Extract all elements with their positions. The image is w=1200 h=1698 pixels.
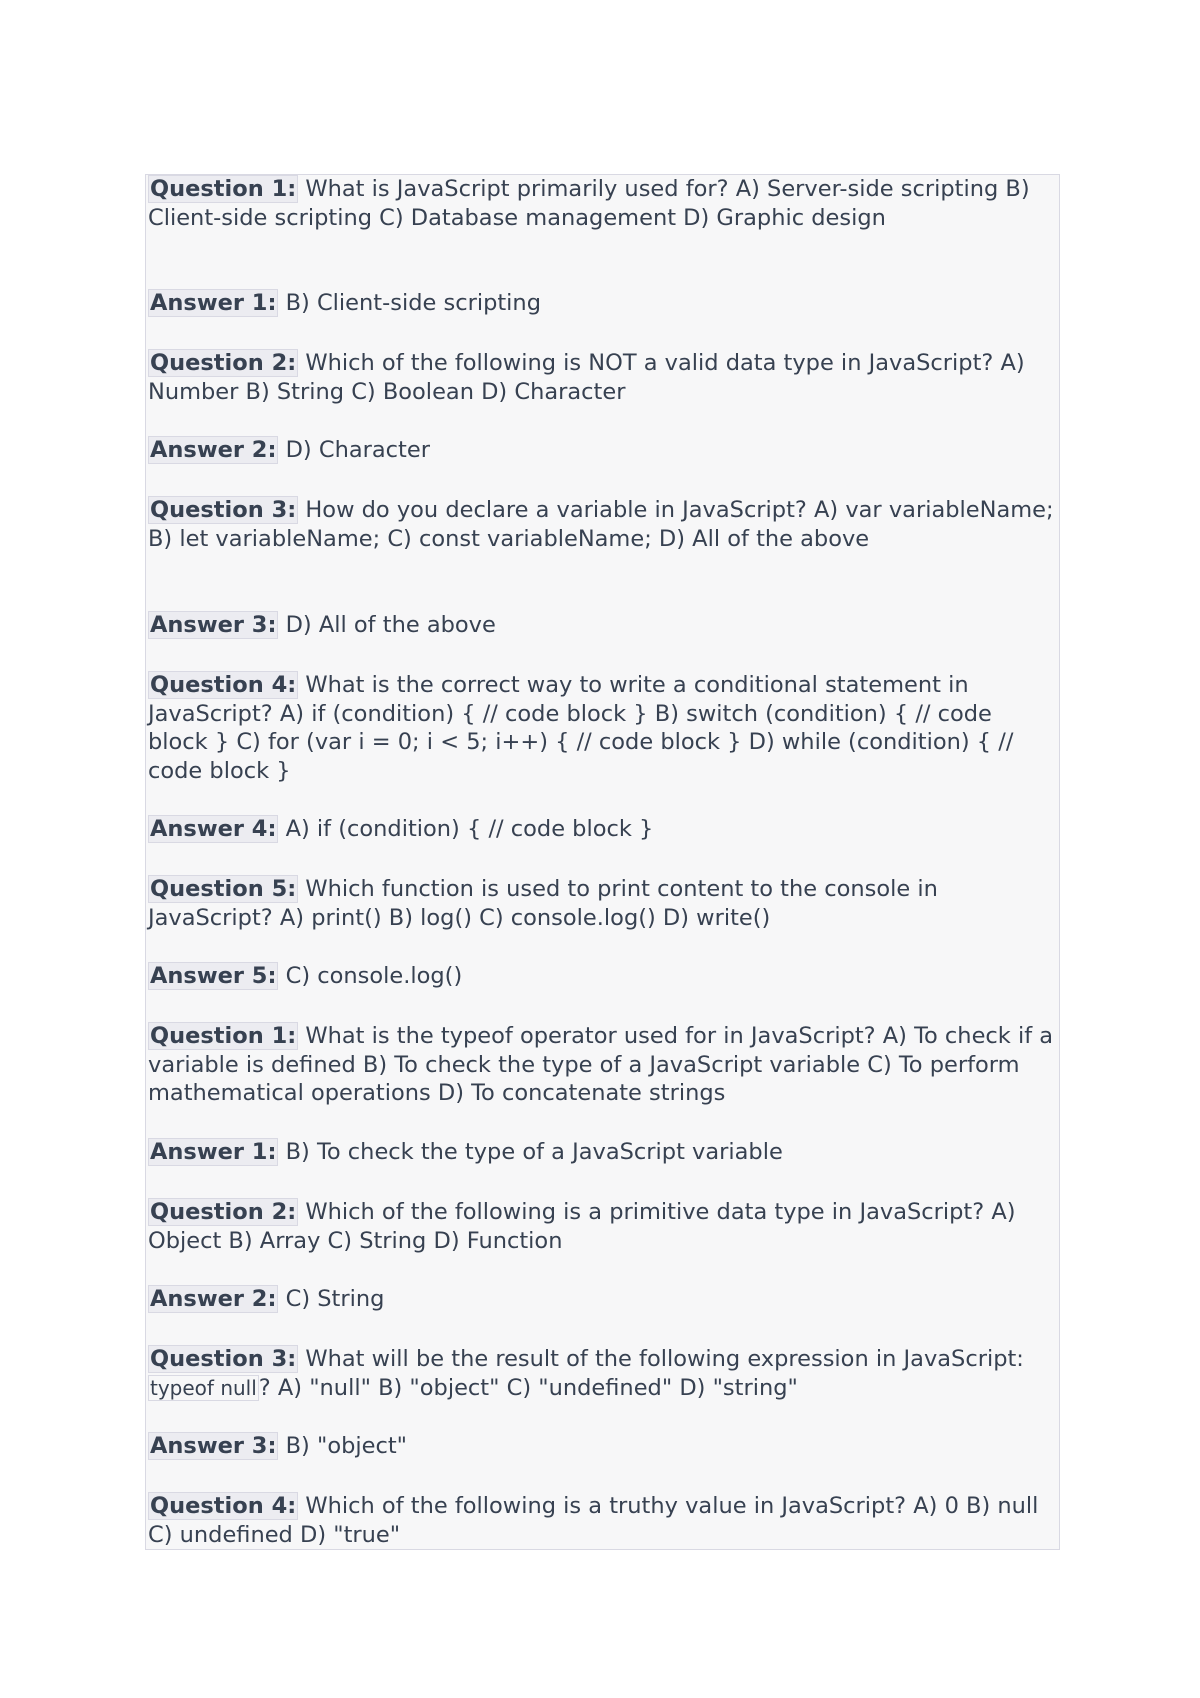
answer-text: C) String (278, 1286, 385, 1312)
question-label: Question 1: (150, 1023, 297, 1049)
question-block (148, 1492, 1058, 1549)
question-text: What is the correct way to write a conditional statement in JavaScript? A) if (condition) { // code block } B) switch (condition) { // code block } C) for (var i = 0; i < 5; i++) { // code block } D) while (condition) { // code block } (148, 672, 1014, 784)
question-label: Question 4: (150, 1493, 297, 1519)
answer-block (148, 962, 1058, 991)
answer-label: Answer 2: (150, 437, 277, 463)
answer-block (148, 1432, 1058, 1461)
question-text: Which of the following is a primitive data type in JavaScript? A) Object B) Array C) String D) Function (148, 1199, 1016, 1254)
question-text: Which of the following is a truthy value in JavaScript? A) 0 B) null C) undefined D) "true" (148, 1493, 1039, 1548)
answer-block (148, 611, 1058, 640)
answer-label: Answer 1: (150, 290, 277, 316)
qa-document-box (145, 174, 1060, 1550)
question-block (148, 349, 1058, 406)
answer-block (148, 1285, 1058, 1314)
question-block (148, 175, 1058, 232)
question-label: Question 2: (150, 1199, 297, 1225)
answer-text: B) Client-side scripting (278, 290, 541, 316)
question-text: What will be the result of the following expression in JavaScript: (298, 1346, 1024, 1372)
question-block (148, 1198, 1058, 1255)
answer-text: D) All of the above (278, 612, 496, 638)
answer-label: Answer 1: (150, 1139, 277, 1165)
inline-code: typeof null (150, 1375, 257, 1400)
question-text: Which function is used to print content to the console in JavaScript? A) print() B) log() C) console.log() D) write() (148, 876, 938, 931)
answer-text: A) if (condition) { // code block } (278, 816, 654, 842)
answer-text: D) Character (278, 437, 430, 463)
question-block (148, 1345, 1058, 1402)
answer-label: Answer 3: (150, 612, 277, 638)
question-text-continued: ? A) "null" B) "object" C) "undefined" D) "string" (258, 1374, 798, 1401)
question-block (148, 671, 1058, 785)
answer-label: Answer 5: (150, 963, 277, 989)
answer-block (148, 436, 1058, 465)
answer-block (148, 815, 1058, 844)
question-block (148, 875, 1058, 932)
answer-text: B) "object" (278, 1433, 408, 1459)
answer-text: C) console.log() (278, 963, 463, 989)
question-text: What is the typeof operator used for in JavaScript? A) To check if a variable is defined B) To check the type of a JavaScript variable C) To perform mathematical operations D) To concatenate strings (148, 1023, 1054, 1106)
question-text: Which of the following is NOT a valid data type in JavaScript? A) Number B) String C) Boolean D) Character (148, 350, 1025, 405)
answer-label: Answer 2: (150, 1286, 277, 1312)
question-block (148, 1022, 1058, 1108)
question-label: Question 1: (150, 176, 297, 202)
question-label: Question 5: (150, 876, 297, 902)
question-text: What is JavaScript primarily used for? A) Server-side scripting B) Client-side scripting C) Database management D) Graphic design (148, 176, 1030, 231)
question-label: Question 2: (150, 350, 297, 376)
question-text: How do you declare a variable in JavaScript? A) var variableName; B) let variableName; C) const variableName; D) All of the above (148, 497, 1054, 552)
question-block (148, 496, 1058, 553)
answer-label: Answer 4: (150, 816, 277, 842)
answer-text: B) To check the type of a JavaScript variable (278, 1139, 783, 1165)
question-label: Question 3: (150, 497, 297, 523)
question-label: Question 4: (150, 672, 297, 698)
answer-block (148, 1138, 1058, 1167)
question-label: Question 3: (150, 1346, 297, 1372)
answer-block (148, 289, 1058, 318)
answer-label: Answer 3: (150, 1433, 277, 1459)
